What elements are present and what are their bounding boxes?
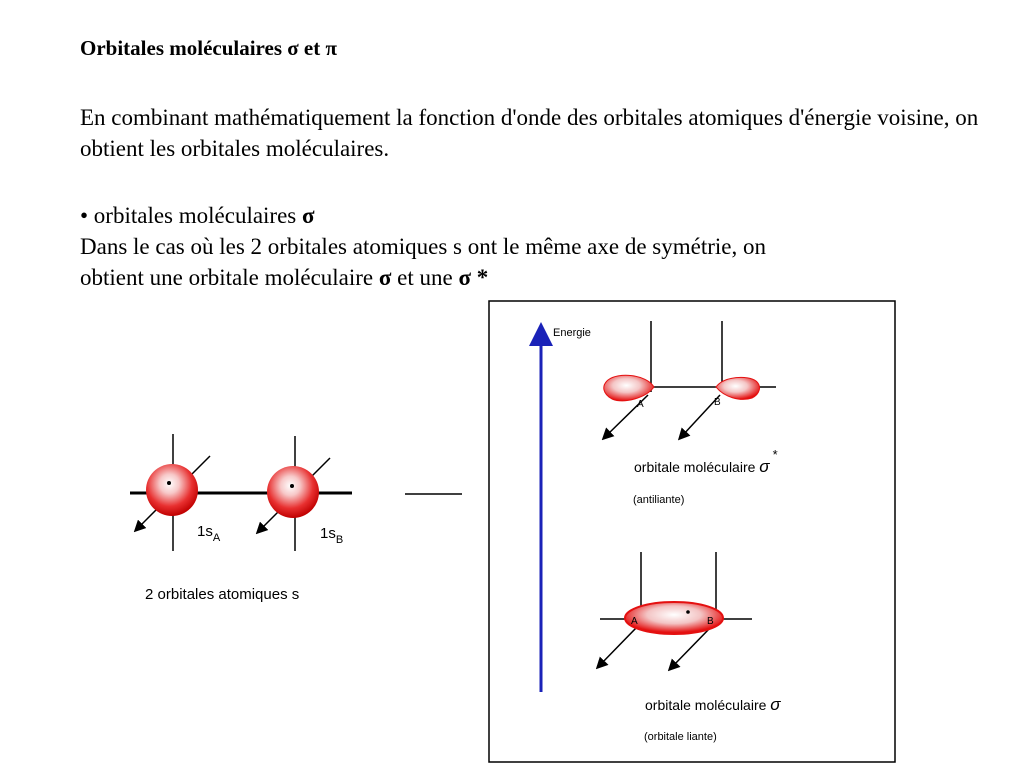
bonding-atom-a: A bbox=[631, 616, 638, 627]
bonding-label: orbitale moléculaire σ bbox=[645, 695, 781, 714]
atomic-orbitals-figure bbox=[130, 434, 352, 603]
slide-title: Orbitales moléculaires σ et π bbox=[80, 36, 337, 60]
panel-frame bbox=[489, 301, 895, 762]
body-sigma: σ bbox=[378, 265, 392, 290]
body-line-2-start: obtient une orbitale moléculaire bbox=[80, 265, 374, 290]
nucleus-b bbox=[290, 484, 294, 488]
label-1s-b: $1s_B$ bbox=[320, 525, 344, 546]
bonding-nucleus bbox=[686, 610, 690, 614]
axis-x-a bbox=[138, 508, 158, 528]
body-line-1: Dans le cas où les 2 orbitales atomiques s ont le même axe de symétrie, on bbox=[80, 234, 766, 259]
body-sigma-star: σ * bbox=[458, 265, 489, 290]
bonding-atom-b: B bbox=[707, 616, 714, 627]
axis-y-b bbox=[312, 458, 330, 476]
bullet-sigma-symbol: σ bbox=[302, 203, 315, 228]
antibonding-atom-a: A bbox=[637, 399, 644, 410]
antibonding-sublabel: (antiliante) bbox=[633, 494, 685, 506]
label-1s-a: $1s_A$ bbox=[197, 523, 221, 544]
orbital-1s-a bbox=[146, 464, 198, 516]
nucleus-a bbox=[167, 481, 171, 485]
bullet-label: • orbitales moléculaires bbox=[80, 203, 297, 228]
antibonding-label: orbitale moléculaire σ* bbox=[634, 447, 778, 476]
bonding-sublabel: (orbitale liante) bbox=[644, 731, 717, 743]
molecular-orbitals-panel bbox=[489, 301, 895, 762]
axis-x-b bbox=[260, 510, 280, 530]
orbital-1s-b bbox=[267, 466, 319, 518]
left-caption: 2 orbitales atomiques s bbox=[145, 586, 300, 603]
energy-label: Energie bbox=[553, 327, 591, 339]
body-and: et une bbox=[397, 265, 453, 290]
antibonding-atom-b: B bbox=[714, 397, 721, 408]
intro-paragraph: En combinant mathématiquement la fonction d'onde des orbitales atomiques d'énergie voisine, on obtient les orbitales moléculaires. bbox=[80, 105, 979, 161]
